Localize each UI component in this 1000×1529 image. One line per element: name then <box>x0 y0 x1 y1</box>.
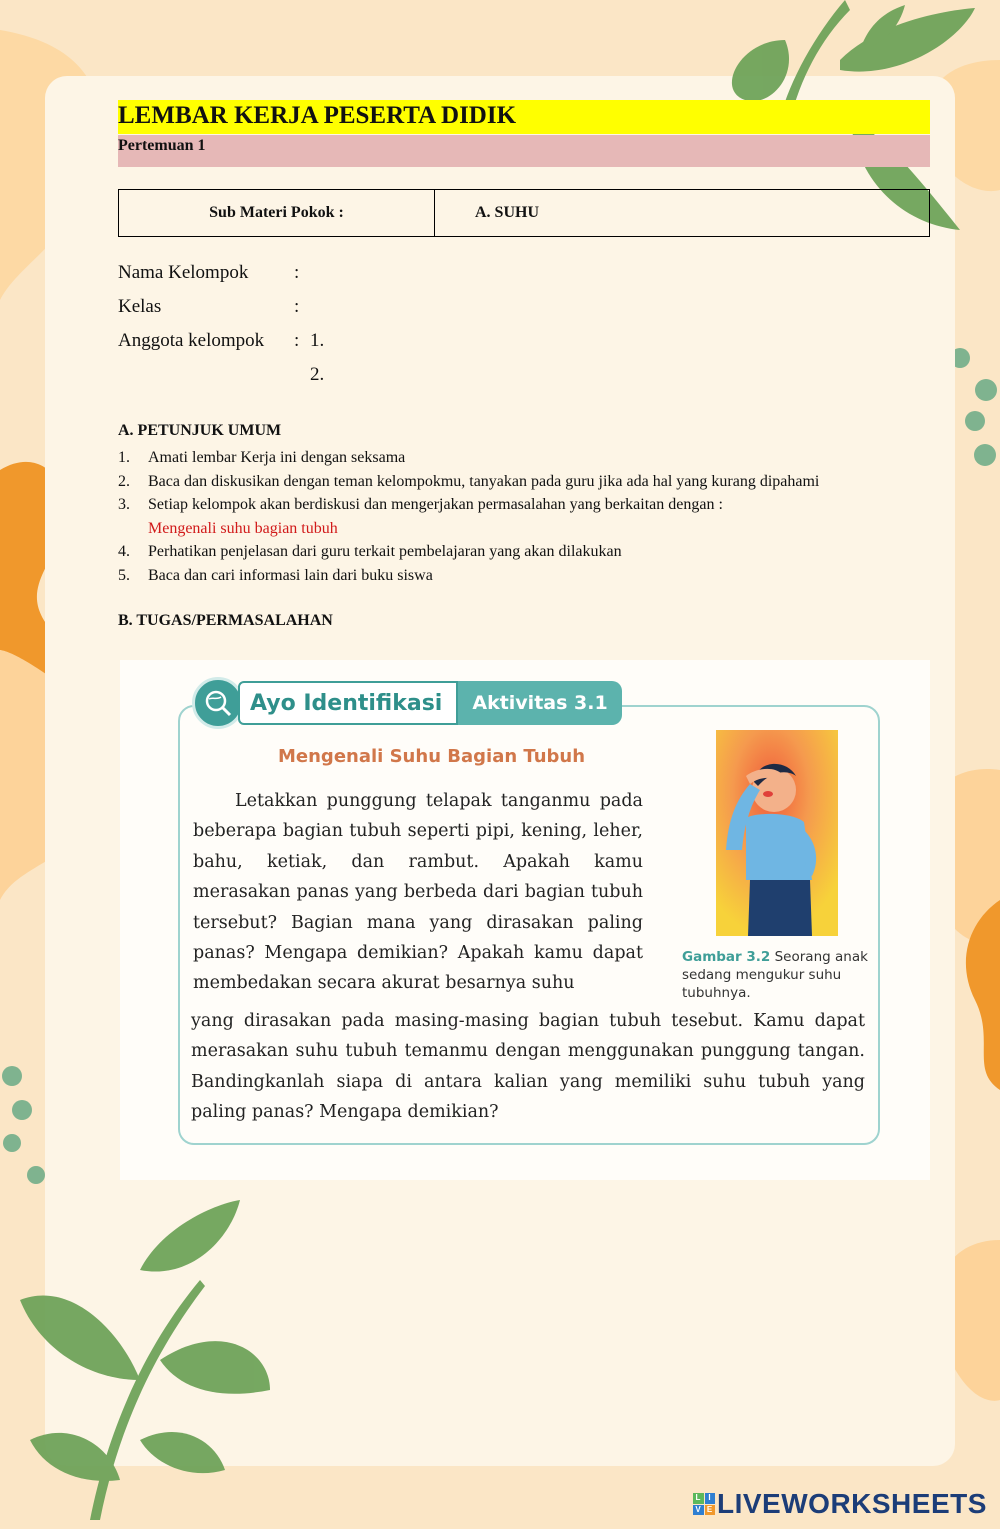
sub-materi-label: Sub Materi Pokok : <box>119 190 435 236</box>
activity-box <box>120 660 930 1180</box>
caption-text: Seorang anak sedang mengukur suhu tubuhnya. <box>682 949 868 1001</box>
liveworksheets-icon: L I V E <box>693 1493 715 1515</box>
member-2: 2. <box>310 364 325 385</box>
group-name-label: Nama Kelompok <box>118 262 249 283</box>
globe-magnifier-icon <box>192 677 244 729</box>
activity-tag: Aktivitas 3.1 <box>458 681 621 725</box>
title-bar <box>118 100 930 134</box>
activity-header <box>192 680 622 726</box>
class-label: Kelas <box>118 296 162 317</box>
instructions-heading: A. PETUNJUK UMUM <box>118 422 282 439</box>
task-heading: B. TUGAS/PERMASALAHAN <box>118 612 333 629</box>
list-item: 4. Perhatikan penjelasan dari guru terkait pembelajaran yang akan dilakukan <box>118 543 622 561</box>
list-item: 5. Baca dan cari informasi lain dari buku siswa <box>118 566 433 584</box>
meeting-bar <box>118 135 930 167</box>
activity-label: Ayo Identifikasi <box>238 681 458 725</box>
instructions-list <box>118 446 938 588</box>
page-title: LEMBAR KERJA PESERTA DIDIK <box>118 102 517 129</box>
colon: : <box>294 262 300 283</box>
highlight-topic: Mengenali suhu bagian tubuh <box>148 519 338 537</box>
child-illustration <box>716 730 838 936</box>
figure-caption <box>682 948 880 1002</box>
brand-text: LIVEWORKSHEETS <box>717 1488 987 1519</box>
activity-title: Mengenali Suhu Bagian Tubuh <box>278 746 586 767</box>
caption-label: Gambar 3.2 <box>682 949 771 965</box>
liveworksheets-logo <box>693 1488 987 1520</box>
activity-paragraph-1: Letakkan punggung telapak tanganmu pada beberapa bagian tubuh seperti pipi, kening, leher, bahu, ketiak, dan rambut. Apakah kamu merasakan panas yang berbeda dari bagian tubuh tersebut? Bagian mana yang dirasakan paling panas? Mengapa demikian? Apakah kamu dapat membedakan secara akurat besarnya suhu <box>193 791 643 994</box>
member-1: 1. <box>310 330 325 351</box>
sub-materi-table <box>118 189 930 237</box>
colon: : <box>294 296 300 317</box>
members-label: Anggota kelompok <box>118 330 265 351</box>
list-item: 3. Setiap kelompok akan berdiskusi dan mengerjakan permasalahan yang berkaitan dengan : Mengenali suhu bagian tubuh <box>118 496 723 537</box>
list-item: 1. Amati lembar Kerja ini dengan seksama <box>118 449 406 466</box>
list-item: 2. Baca dan diskusikan dengan teman kelompokmu, tanyakan pada guru jika ada hal yang kurang dipahami <box>118 472 820 490</box>
activity-paragraph-2: yang dirasakan pada masing-masing bagian tubuh tesebut. Kamu dapat merasakan suhu tubuh temanmu dengan menggunakan punggung tangan. Bandingkanlah siapa di antara kalian yang memiliki suhu tubuh yang paling panas? Mengapa demikian? <box>191 1011 865 1123</box>
meeting-label: Pertemuan 1 <box>118 137 206 154</box>
colon: : <box>294 330 300 351</box>
sub-materi-value: A. SUHU <box>475 204 540 221</box>
